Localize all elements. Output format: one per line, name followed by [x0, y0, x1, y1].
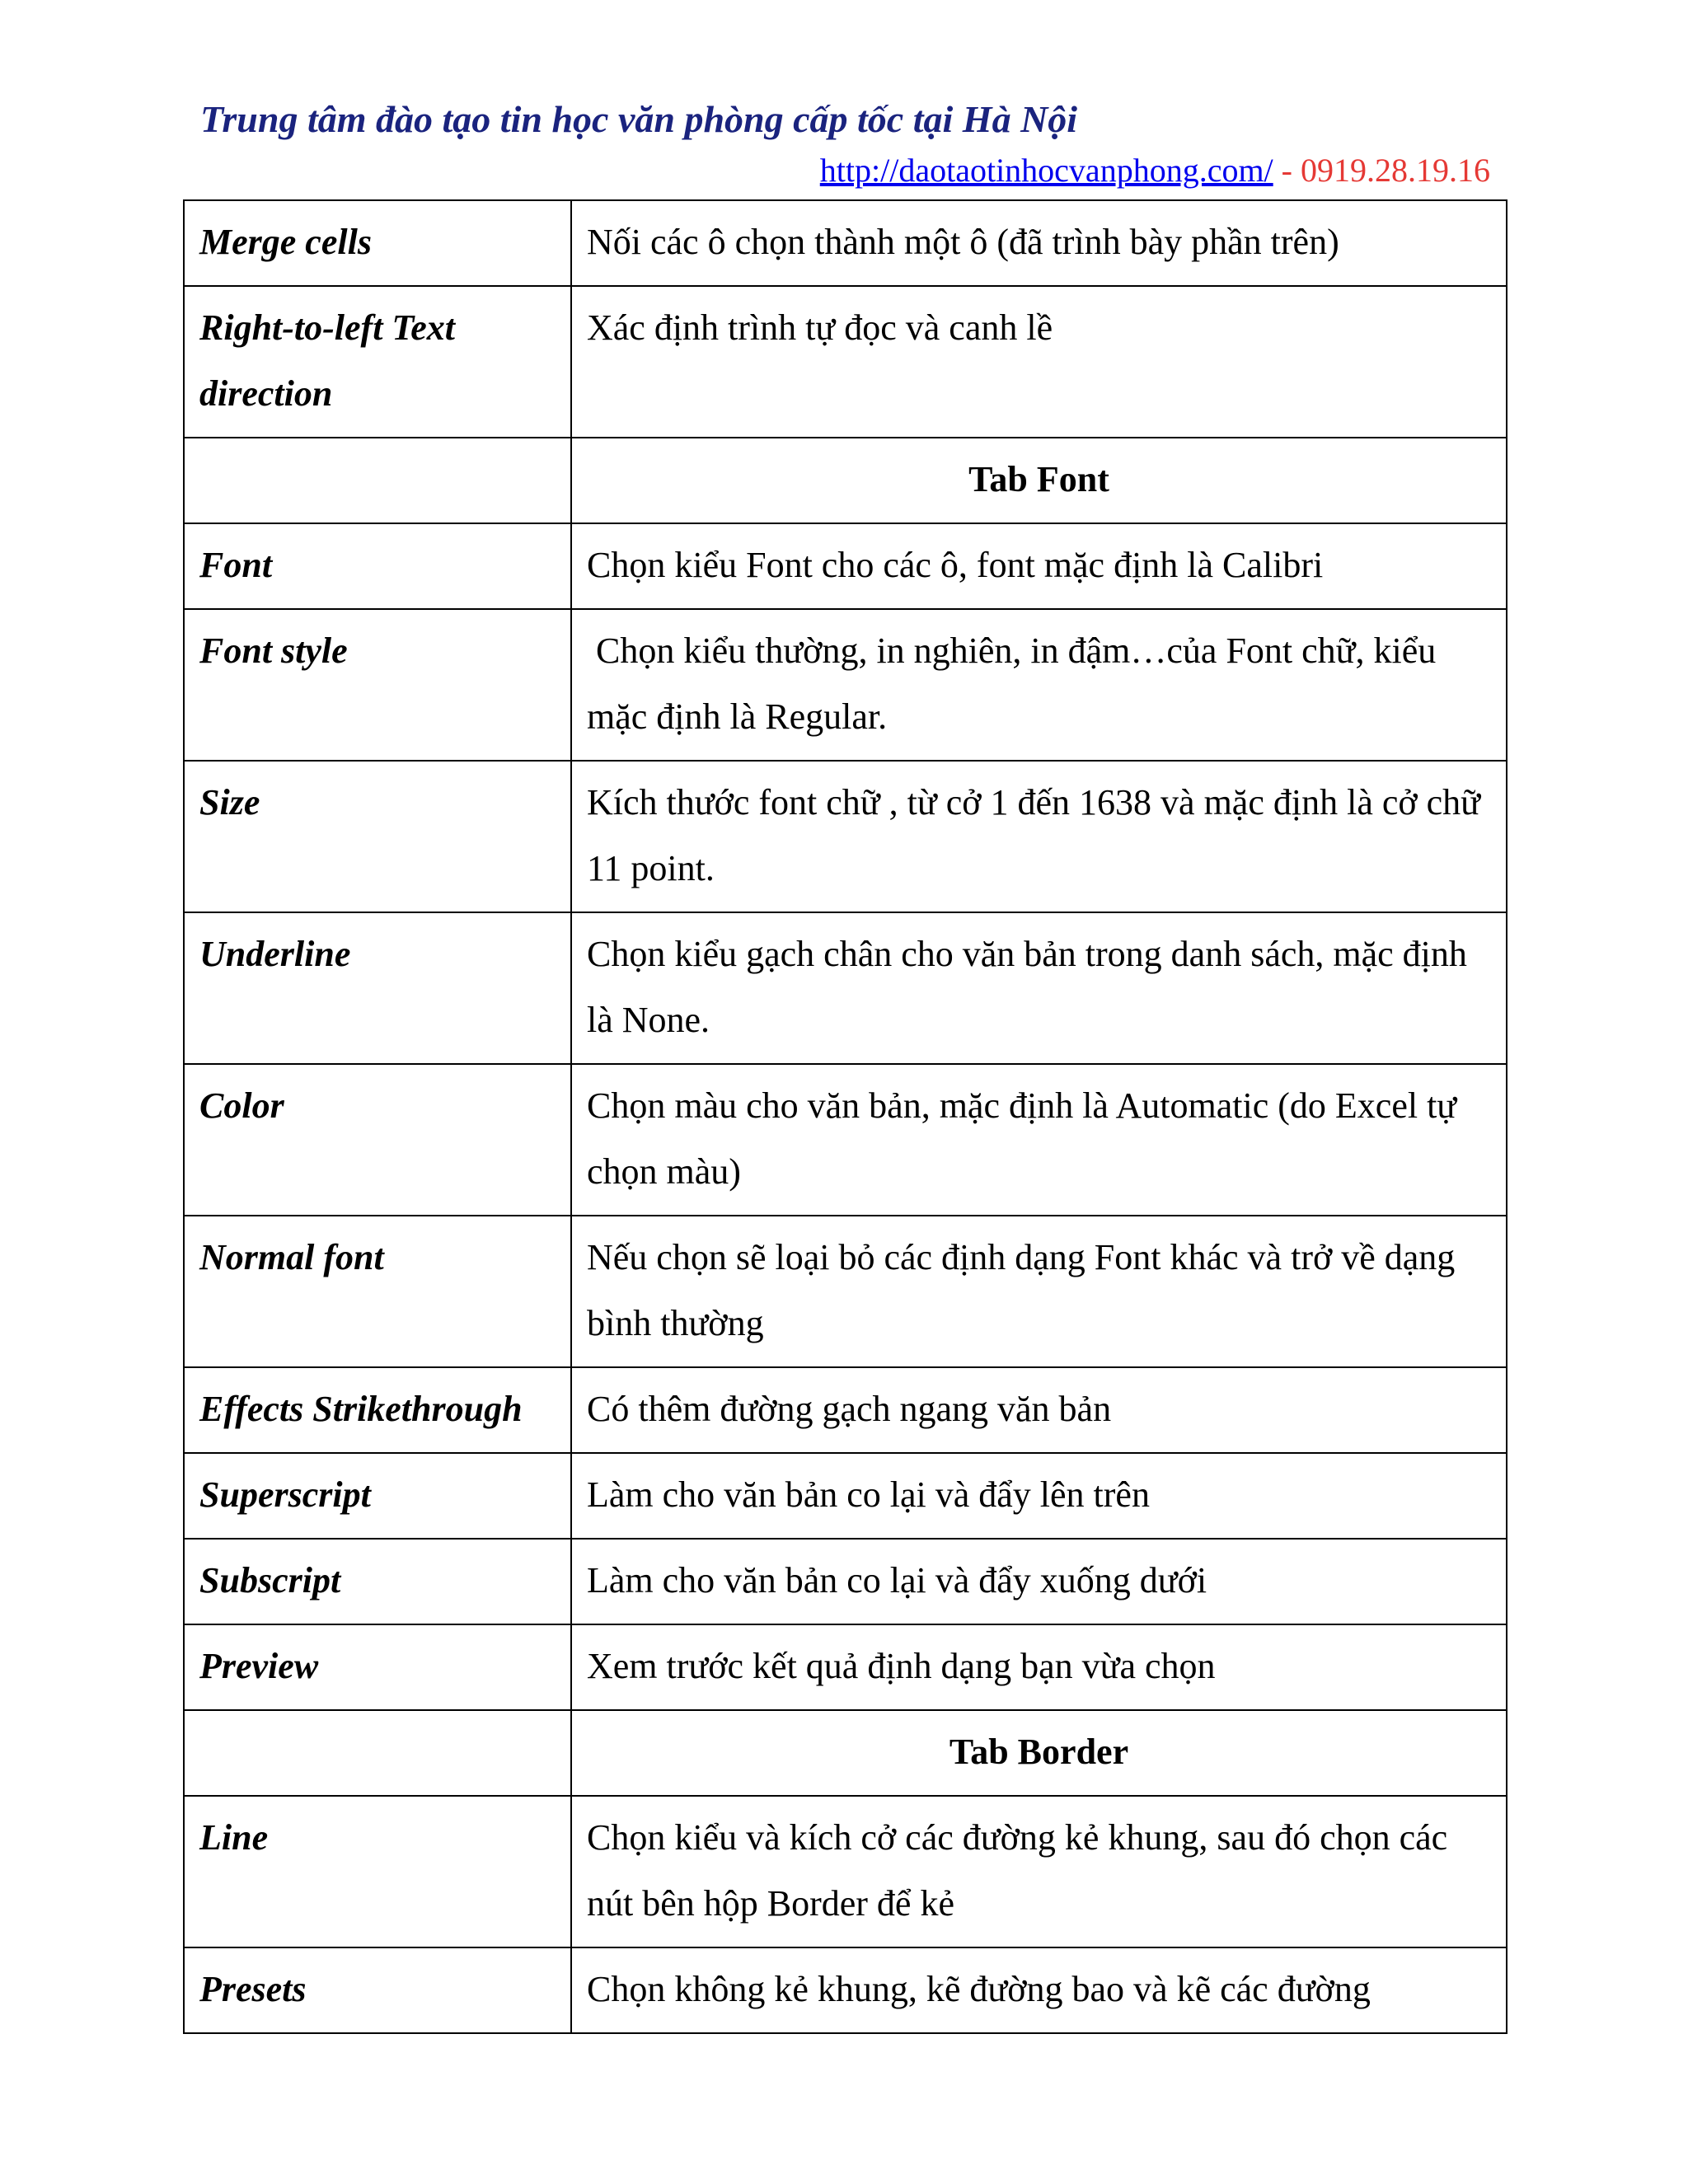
term-cell: Color: [184, 1064, 571, 1216]
description-cell: Kích thước font chữ , từ cở 1 đến 1638 và mặc định là cở chữ 11 point.: [571, 761, 1507, 912]
table-row: [184, 200, 1507, 286]
table-row: [184, 1796, 1507, 1947]
term-cell: Right-to-left Text direction: [184, 286, 571, 438]
table-row: [184, 523, 1507, 609]
section-heading: Tab Font: [571, 438, 1507, 523]
table-row: [184, 1947, 1507, 2033]
table-row: [184, 1216, 1507, 1367]
description-cell: Có thêm đường gạch ngang văn bản: [571, 1367, 1507, 1453]
empty-cell: [184, 1710, 571, 1796]
description-cell: Chọn kiểu và kích cở các đường kẻ khung, sau đó chọn các nút bên hộp Border để kẻ: [571, 1796, 1507, 1947]
header-contact: [820, 151, 1490, 190]
table-row: [184, 609, 1507, 761]
header-separator: -: [1273, 152, 1301, 189]
table-row: [184, 1453, 1507, 1539]
table-row: [184, 1539, 1507, 1624]
table-row: [184, 1064, 1507, 1216]
term-cell: Size: [184, 761, 571, 912]
term-cell: Underline: [184, 912, 571, 1064]
description-cell: Xác định trình tự đọc và canh lề: [571, 286, 1507, 438]
empty-cell: [184, 438, 571, 523]
page-title: Trung tâm đào tạo tin học văn phòng cấp tốc tại Hà Nội: [200, 98, 1078, 140]
description-cell: Chọn màu cho văn bản, mặc định là Automatic (do Excel tự chọn màu): [571, 1064, 1507, 1216]
description-cell: Chọn kiểu gạch chân cho văn bản trong danh sách, mặc định là None.: [571, 912, 1507, 1064]
term-cell: Merge cells: [184, 200, 571, 286]
description-cell: Chọn không kẻ khung, kẽ đường bao và kẽ các đường: [571, 1947, 1507, 2033]
format-cells-table: [183, 199, 1507, 2034]
section-row: [184, 438, 1507, 523]
table-row: [184, 286, 1507, 438]
description-cell: Xem trước kết quả định dạng bạn vừa chọn: [571, 1624, 1507, 1710]
term-cell: Preview: [184, 1624, 571, 1710]
section-row: [184, 1710, 1507, 1796]
website-link[interactable]: http://daotaotinhocvanphong.com/: [819, 152, 1273, 189]
table-row: [184, 1367, 1507, 1453]
term-cell: Effects Strikethrough: [184, 1367, 571, 1453]
term-cell: Presets: [184, 1947, 571, 2033]
description-cell: Nếu chọn sẽ loại bỏ các định dạng Font khác và trở về dạng bình thường: [571, 1216, 1507, 1367]
term-cell: Subscript: [184, 1539, 571, 1624]
description-cell: Chọn kiểu thường, in nghiên, in đậm…của Font chữ, kiểu mặc định là Regular.: [571, 609, 1507, 761]
term-cell: Superscript: [184, 1453, 571, 1539]
description-cell: Nối các ô chọn thành một ô (đã trình bày phần trên): [571, 200, 1507, 286]
description-cell: Làm cho văn bản co lại và đẩy lên trên: [571, 1453, 1507, 1539]
section-heading: Tab Border: [571, 1710, 1507, 1796]
term-cell: Normal font: [184, 1216, 571, 1367]
description-cell: Chọn kiểu Font cho các ô, font mặc định là Calibri: [571, 523, 1507, 609]
description-cell: Làm cho văn bản co lại và đẩy xuống dưới: [571, 1539, 1507, 1624]
term-cell: Font style: [184, 609, 571, 761]
term-cell: Font: [184, 523, 571, 609]
phone-number: 0919.28.19.16: [1301, 152, 1490, 189]
table-row: [184, 761, 1507, 912]
table-row: [184, 912, 1507, 1064]
table-row: [184, 1624, 1507, 1710]
term-cell: Line: [184, 1796, 571, 1947]
